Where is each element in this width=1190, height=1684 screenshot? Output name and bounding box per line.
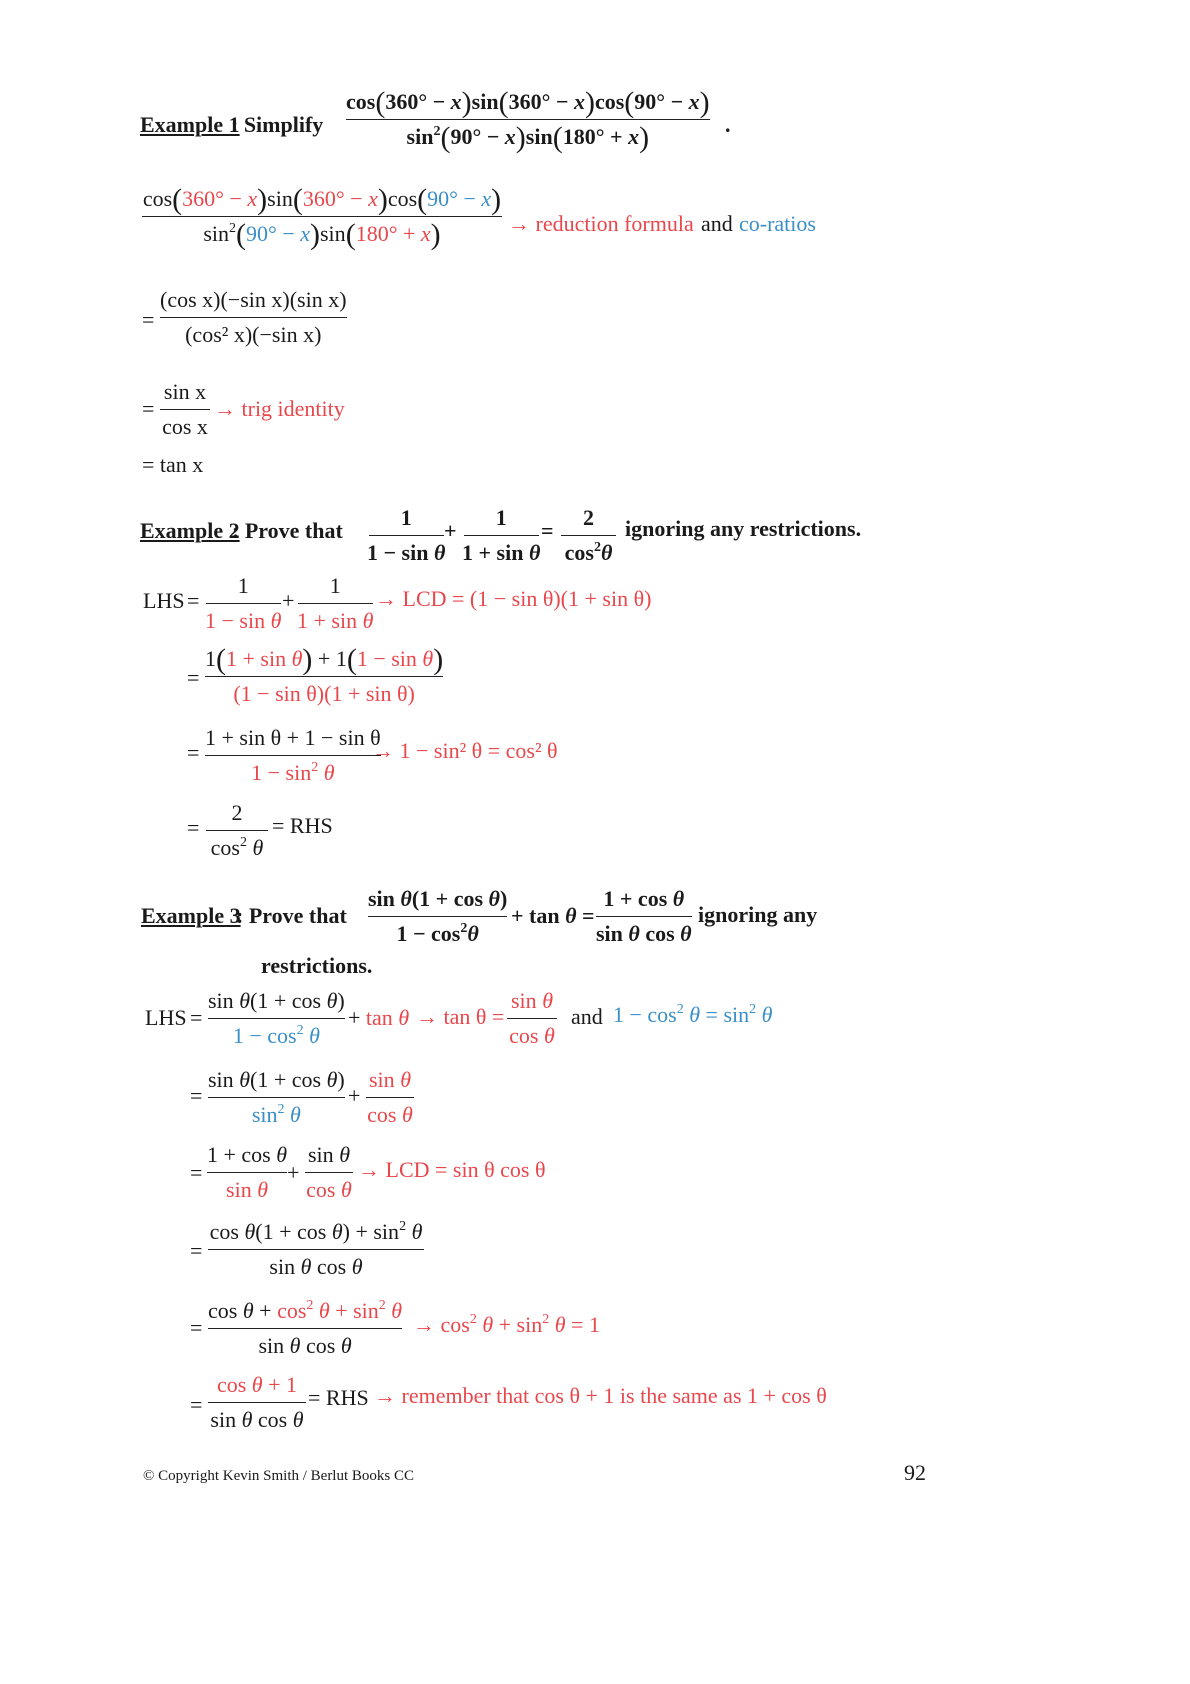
example-2-lhs-term-1: 1 1 − sin θ [205, 573, 282, 633]
remember-note: → remember that cos θ + 1 is the same as 1 + cos θ [374, 1383, 827, 1408]
denominator: $\sin^2(90^\circ - x)\sin(180^\circ + x)$ [406, 120, 650, 154]
copyright-text: © Copyright Kevin Smith / Berlut Books CC [143, 1468, 414, 1484]
pythagorean-note-3: → $\cos^2 \theta + \sin^2 \theta = 1$ [413, 1312, 600, 1337]
example-3-step-3-term-2: sin θ cos θ [306, 1142, 352, 1202]
example-3-step-2-term-2: sin θ cos θ [367, 1067, 413, 1127]
example-1-result: = tan x [142, 452, 204, 477]
pythagorean-note-1: → 1 − sin² θ = cos² θ [372, 738, 558, 763]
example-1-step-3-fraction: sin x cos x [160, 378, 210, 440]
example-3-step-4-fraction: $\cos \theta(1 + \cos \theta) + \sin^2 \theta$ sin θ cos θ [209, 1219, 423, 1279]
pythagorean-note-2: $1 - \cos^2 \theta = \sin^2 \theta$ [613, 1002, 773, 1027]
trig-identity-note: → trig identity [214, 396, 345, 421]
tan-identity-note: → tan θ = [416, 1004, 505, 1029]
example-2-tail: ignoring any restrictions. [625, 516, 862, 541]
example-2-term-2: 1 1 + sin θ [462, 505, 541, 565]
example-2-step-4-fraction: 2 $\cos^2 \theta$ [206, 799, 268, 861]
example-3-term-1: sin θ(1 + cos θ) $1 - \cos^2\theta$ [368, 886, 508, 946]
example-2-instruction: : Prove that [232, 518, 343, 543]
example-3-step-5-fraction: $\cos \theta + \cos^2 \theta + \sin^2 \theta$ sin θ cos θ [208, 1298, 403, 1358]
lhs-label-3: LHS [145, 1005, 187, 1030]
example-2-heading: Example 2 [140, 518, 240, 543]
and-word: and [701, 211, 733, 236]
co-ratios-note: co-ratios [739, 211, 816, 236]
lhs-label: LHS [143, 588, 185, 613]
example-2-rhs-label: = RHS [272, 813, 333, 838]
lcd-note: → LCD = (1 − sin θ)(1 + sin θ) [375, 586, 652, 611]
example-3-rhs-label: = RHS [308, 1385, 369, 1410]
example-3-instruction: : Prove that [236, 903, 347, 928]
example-2-term-1: 1 1 − sin θ [367, 505, 446, 565]
example-3-tail-2: restrictions. [261, 953, 373, 978]
numerator: cos(360° − x)sin(360° − x)cos(90° − x) [346, 86, 710, 119]
lcd-note-3: → LCD = sin θ cos θ [358, 1157, 546, 1182]
example-3-step-2-term-1: sin θ(1 + cos θ) $\sin^2 \theta$ [208, 1067, 345, 1127]
example-2-step-3-fraction: 1 + sin θ + 1 − sin θ $1 - \sin^2 \theta$ [205, 725, 381, 785]
example-3-tail: ignoring any [698, 902, 818, 927]
example-2-step-2-fraction: 1(1 + sin θ) + 1(1 − sin θ) (1 − sin θ)(1 + sin θ) [205, 643, 444, 706]
reduction-formula-note: → reduction formula [508, 211, 694, 236]
and-word-3: and [571, 1004, 603, 1029]
example-1-heading: Example 1 [140, 112, 240, 137]
example-3-rhs: 1 + cos θ sin θ cos θ [596, 886, 692, 946]
example-3-heading: Example 3 [141, 903, 241, 928]
example-1-step-1-fraction: cos(360° − x)sin(360° − x)cos(90° − x) $\sin^2(90^\circ - x)\sin(180^\circ + x)$ [142, 183, 502, 251]
example-3-step-3-term-1: 1 + cos θ sin θ [207, 1142, 288, 1202]
page-number: 92 [904, 1460, 926, 1485]
tan-identity-fraction: sin θ cos θ [507, 987, 557, 1049]
example-1-instruction: : Simplify [231, 112, 324, 137]
example-3-step-6-fraction: cos θ + 1 sin θ cos θ [208, 1371, 306, 1433]
example-2-lhs-term-2: 1 1 + sin θ [297, 573, 374, 633]
example-2-rhs: 2 $\cos^2\theta$ [561, 504, 616, 566]
example-3-lhs-term-1: sin θ(1 + cos θ) $1 - \cos^2 \theta$ [208, 988, 345, 1048]
example-1-step-2-fraction: (cos x)(−sin x)(sin x) (cos² x)(−sin x) [160, 287, 347, 347]
example-1-problem-fraction [346, 86, 710, 154]
